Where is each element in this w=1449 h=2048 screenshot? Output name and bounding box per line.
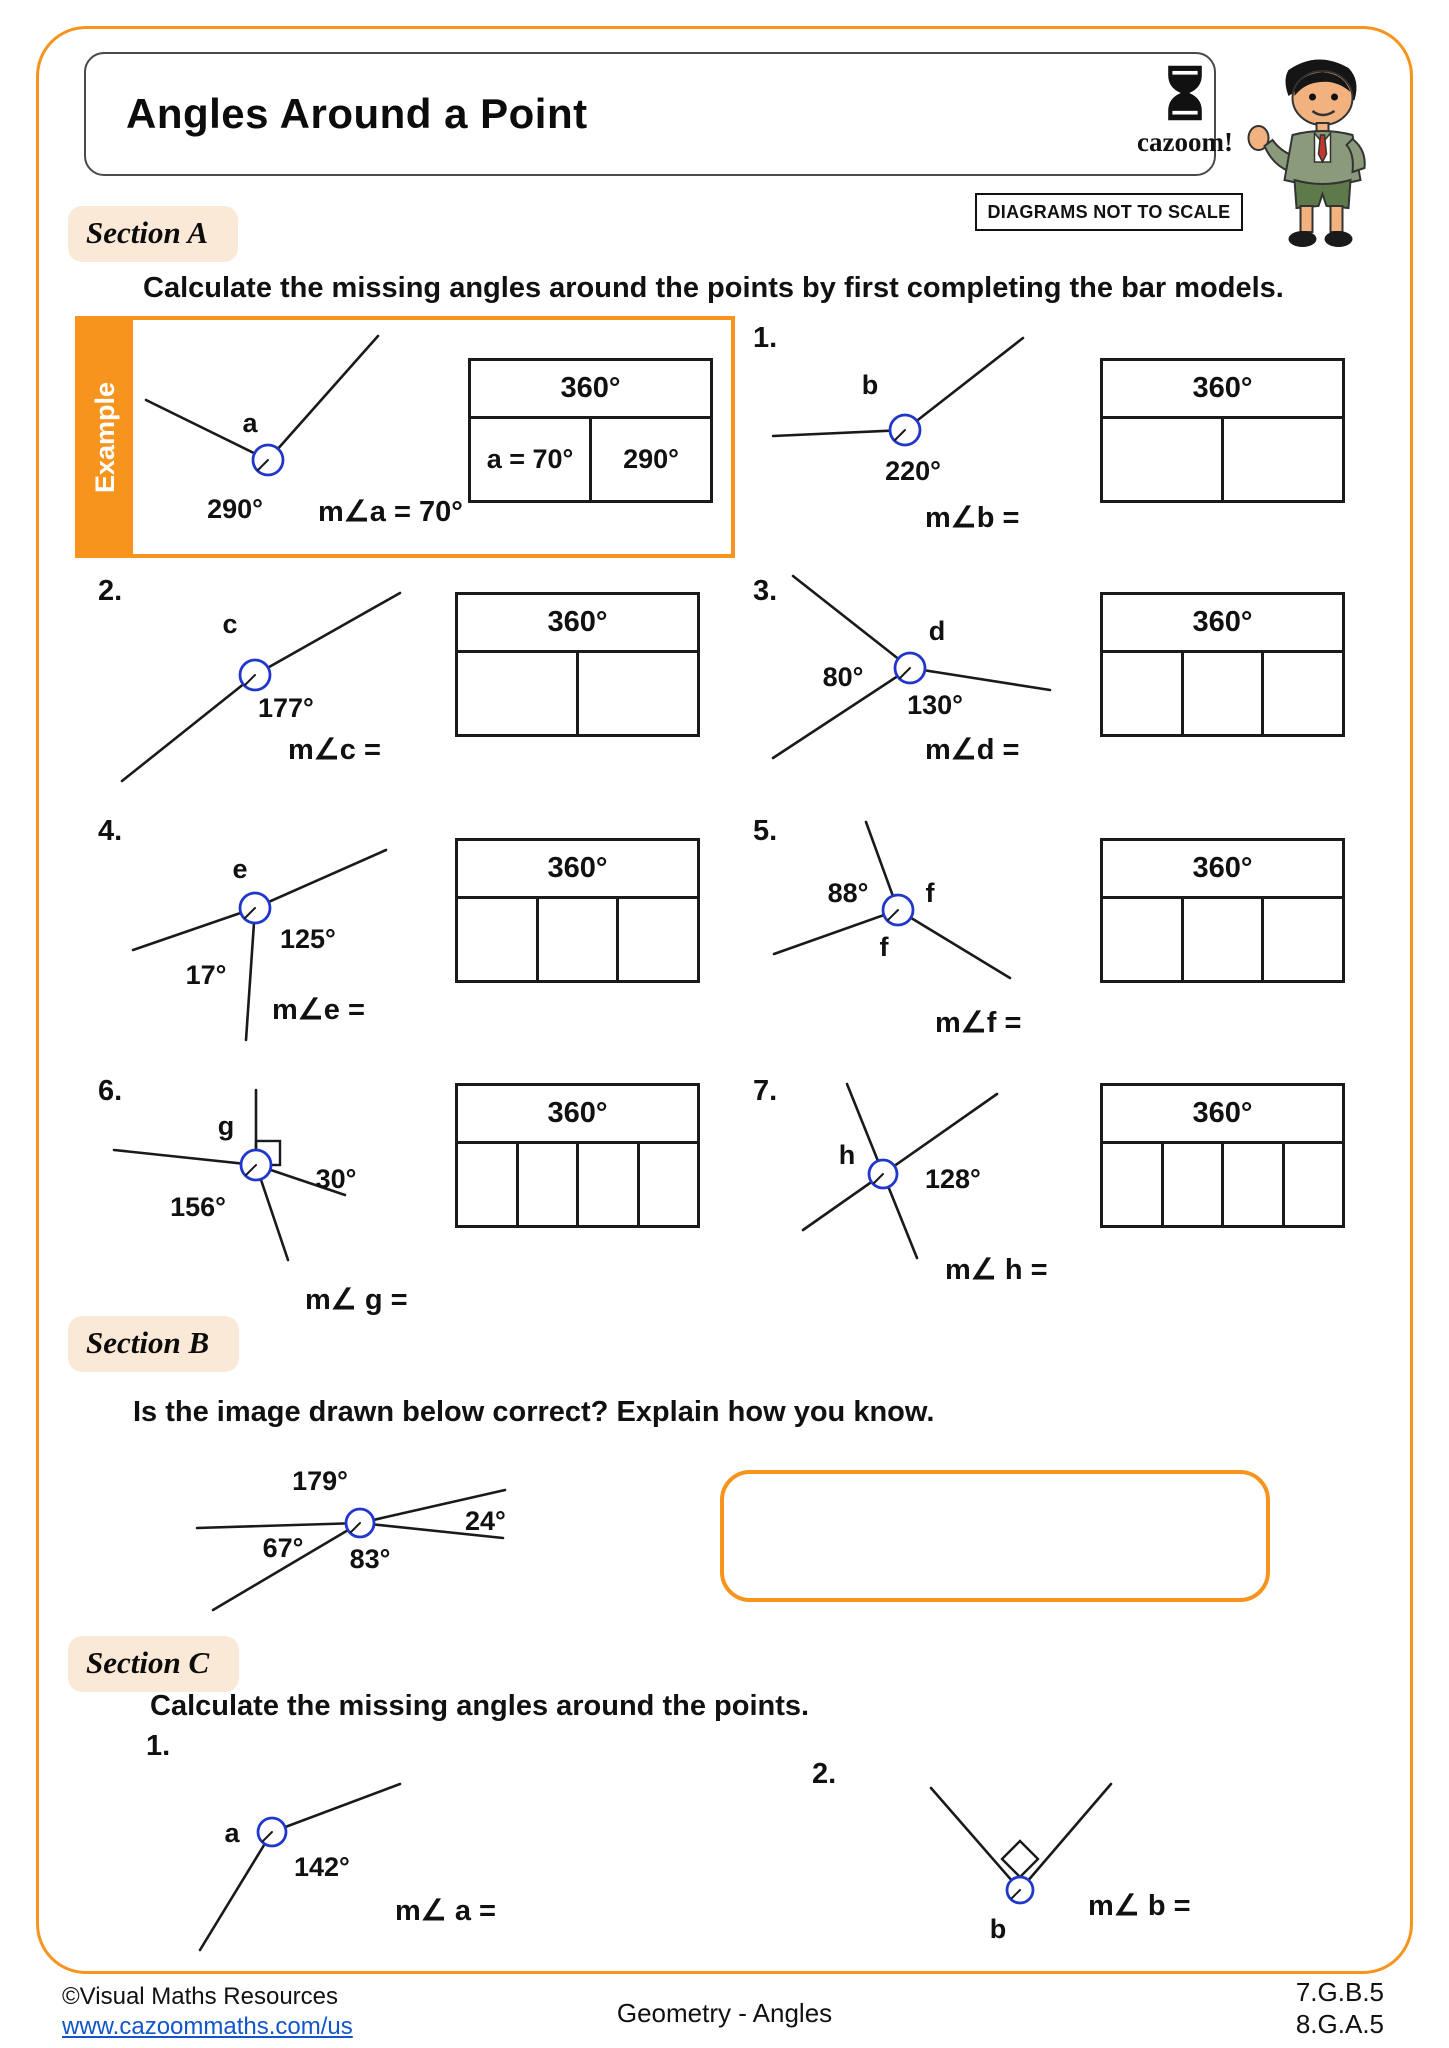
problem-number: 1.: [146, 1730, 171, 1762]
vertex-label: g: [217, 1111, 235, 1141]
answer-prompt: m∠ h =: [945, 1254, 1048, 1286]
cazoom-url-link[interactable]: www.cazoommaths.com/us: [62, 2013, 353, 2040]
mascot-boy-illustration: [1240, 50, 1395, 250]
answer-prompt: m∠ b =: [1088, 1890, 1191, 1922]
vertex-label: c: [222, 609, 238, 639]
bar-model-1: [1100, 358, 1345, 503]
problem-number: 1.: [753, 322, 778, 354]
angle-value: 125°: [280, 924, 336, 954]
vertex-label: a: [242, 408, 258, 438]
angle-value: 142°: [294, 1852, 350, 1882]
problem-number: 5.: [753, 815, 778, 847]
bar-cell-empty: [1221, 419, 1342, 500]
bar-cell-empty: [1282, 1144, 1343, 1225]
bar-total: 360°: [471, 361, 710, 419]
vertex-label: b: [861, 370, 879, 400]
bar-total: 360°: [458, 595, 697, 653]
section-c-label: Section C: [68, 1636, 239, 1692]
section-b-answer-box: [720, 1470, 1270, 1602]
bar-model-example: [468, 358, 713, 503]
bar-cell-empty: [1103, 899, 1181, 980]
problem-number: 2.: [812, 1758, 837, 1790]
angle-value: 290°: [207, 494, 263, 524]
bar-cell-empty: [536, 899, 617, 980]
bar-cell: 290°: [589, 419, 710, 500]
angle-diagram-5: [768, 816, 1088, 1046]
bar-cell-empty: [458, 899, 536, 980]
bar-cell-empty: [458, 1144, 516, 1225]
copyright-text: ©Visual Maths Resources: [62, 1983, 339, 2010]
section-c-angle-diagram-2: [903, 1768, 1153, 1953]
bar-model-4: [455, 838, 700, 983]
angle-value: 80°: [822, 662, 864, 692]
bar-cell-empty: [1181, 653, 1262, 734]
angle-value: 88°: [827, 878, 869, 908]
bar-total: 360°: [1103, 841, 1342, 899]
scale-note: DIAGRAMS NOT TO SCALE: [975, 193, 1243, 231]
footer-topic: Geometry - Angles: [616, 1998, 833, 2028]
cazoom-logo-text: cazoom!: [1137, 127, 1233, 157]
bar-model-5: [1100, 838, 1345, 983]
problem-number: 7.: [753, 1075, 778, 1107]
example-tab: [79, 320, 133, 554]
bar-cell-empty: [1103, 1144, 1161, 1225]
section-c-angle-diagram-1: [152, 1752, 482, 1962]
bar-total: 360°: [1103, 595, 1342, 653]
section-c-instructions: Calculate the missing angles around the points.: [150, 1690, 810, 1722]
angle-diagram-1: [765, 328, 1065, 543]
answer-prompt: m∠b =: [925, 502, 1020, 534]
bar-cell-empty: [516, 1144, 577, 1225]
angle-value: 128°: [925, 1164, 981, 1194]
standard-code: 7.G.B.5: [1295, 1977, 1384, 2007]
section-b-instructions: Is the image drawn below correct? Explain how you know.: [133, 1396, 935, 1428]
bar-cell-empty: [1221, 1144, 1282, 1225]
angle-value: 220°: [885, 456, 941, 486]
problem-number: 6.: [98, 1075, 123, 1107]
vertex-label: h: [838, 1140, 856, 1170]
cazoom-logo-icon: [1164, 64, 1206, 122]
cazoom-logo: [1130, 64, 1240, 158]
angle-diagram-2: [110, 583, 440, 798]
bar-total: 360°: [1103, 1086, 1342, 1144]
vertex-label: f: [879, 932, 889, 962]
answer-prompt: m∠f =: [935, 1007, 1022, 1039]
bar-cell-empty: [637, 1144, 698, 1225]
section-b-angle-diagram: [185, 1428, 525, 1638]
vertex-label: b: [989, 1914, 1007, 1944]
angle-value: 30°: [315, 1164, 357, 1194]
section-a-label: Section A: [68, 206, 238, 262]
vertex-label: e: [232, 854, 248, 884]
vertex-label: a: [224, 1818, 240, 1848]
answer-prompt: m∠d =: [925, 734, 1020, 766]
bar-cell-empty: [1103, 419, 1221, 500]
bar-cell-empty: [576, 1144, 637, 1225]
answer-prompt: m∠ g =: [305, 1284, 408, 1316]
problem-number: 3.: [753, 575, 778, 607]
angle-value: 156°: [170, 1192, 226, 1222]
bar-cell-empty: [1261, 653, 1342, 734]
problem-number: 4.: [98, 815, 123, 847]
vertex-label: d: [928, 616, 946, 646]
bar-cell-empty: [616, 899, 697, 980]
bar-total: 360°: [458, 1086, 697, 1144]
section-a-instructions: Calculate the missing angles around the points by first completing the bar models.: [143, 272, 1284, 304]
answer-prompt: m∠ a =: [395, 1895, 496, 1927]
bar-cell-empty: [1161, 1144, 1222, 1225]
header: [84, 52, 1233, 176]
footer-standards: [1184, 1976, 1384, 2040]
bar-cell-empty: [458, 653, 576, 734]
bar-total: 360°: [1103, 361, 1342, 419]
bar-cell-empty: [1261, 899, 1342, 980]
bar-total: 360°: [458, 841, 697, 899]
bar-cell-empty: [576, 653, 697, 734]
example-result: m∠a = 70°: [318, 496, 463, 528]
bar-model-7: [1100, 1083, 1345, 1228]
angle-value: 24°: [465, 1506, 506, 1536]
answer-prompt: m∠c =: [288, 734, 381, 766]
example-tab-label: Example: [90, 381, 121, 493]
bar-model-6: [455, 1083, 700, 1228]
right-angle-mark: [1002, 1841, 1038, 1877]
angle-value: 130°: [907, 690, 963, 720]
bar-cell-empty: [1181, 899, 1262, 980]
bar-cell-empty: [1103, 653, 1181, 734]
angle-value: 17°: [185, 960, 227, 990]
bar-cell: a = 70°: [486, 444, 574, 474]
angle-value: 83°: [349, 1544, 391, 1574]
section-b-label: Section B: [68, 1316, 239, 1372]
angle-value: 179°: [292, 1466, 348, 1496]
bar-model-2: [455, 592, 700, 737]
angle-value: 67°: [262, 1533, 304, 1563]
problem-number: 2.: [98, 575, 123, 607]
vertex-label: f: [925, 878, 935, 908]
page-title: Angles Around a Point: [126, 90, 588, 137]
standard-code: 8.G.A.5: [1295, 2009, 1384, 2039]
bar-model-3: [1100, 592, 1345, 737]
angle-value: 177°: [258, 693, 314, 723]
answer-prompt: m∠e =: [272, 994, 365, 1026]
